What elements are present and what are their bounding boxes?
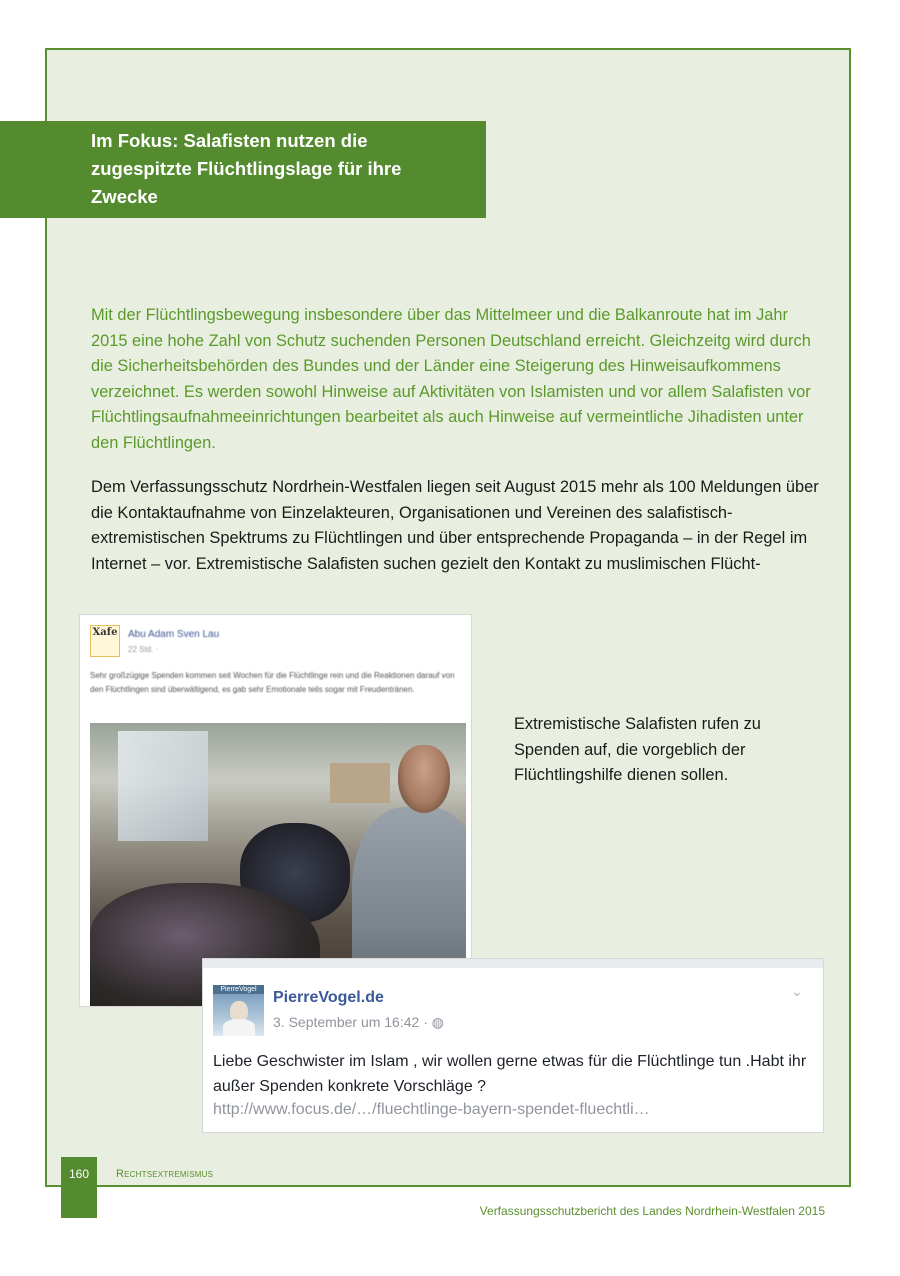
facebook-post-screenshot-lau [79,614,472,1007]
page-logo: Xafe [90,625,120,657]
intro-paragraph: Mit der Flüchtlingsbewegung insbesondere über das Mittelmeer und die Balkanroute hat im Jahr 2015 eine hohe Zahl von Schutz suchenden Personen Deutschland erreicht. Gleichzeitg wird durch die Sicherheitsbehörden des Bundes und der Länder eine Steigerung des Hinweisaufkommens verzeichnet. Es werden sowohl Hinweise auf Aktivitäten von Islamisten und vor allem Salafisten vor Flüchtlingsaufnahmeeinrichtungen bearbeitet als auch Hinweise auf vermeintliche Jihadisten unter den Flüchtlingen. [91,306,811,452]
report-title: Verfassungsschutzbericht des Landes Nordrhein-Westfalen 2015 [479,1204,825,1218]
post-text: Liebe Geschwister im Islam , wir wollen gerne etwas für die Flüchtlinge tun .Habt ihr außer Spenden konkrete Vorschläge ? [213,1053,807,1095]
focus-title: Im Fokus: Salafisten nutzen die zugespitzte Flüchtlingslage für ihre Zwecke [91,130,402,207]
avatar [213,985,264,1036]
page-number: 160 [68,1167,90,1181]
chevron-down-icon: ⌄ [791,983,803,999]
post-timestamp: 22 Std. · [128,645,159,654]
facebook-post-screenshot-vogel [202,958,824,1133]
photo-person-head [398,745,450,813]
post-author: PierreVogel.de [273,989,384,1006]
post-text: Sehr großzügige Spenden kommen seit Wochen für die Flüchtlinge rein und die Reaktionen darauf von den Flüchtlingen sind überwältigend, es gab sehr Emotionale teils sogar mit Freudentränen. [90,671,455,694]
avatar-body [223,1019,255,1036]
post-link: http://www.focus.de/…/fluechtlinge-bayern-spendet-fluechtli… [213,1101,650,1118]
post-author: Abu Adam Sven Lau [128,629,220,640]
image-caption: Extremistische Salafisten rufen zu Spenden auf, die vorgeblich der Flüchtlingshilfe dienen sollen. [514,715,761,784]
body-paragraph: Dem Verfassungsschutz Nordrhein-Westfalen liegen seit August 2015 mehr als 100 Meldungen über die Kontaktaufnahme von Einzelakteuren, Organisationen und Vereinen des salafistisch-extremistischen Spektrums zu Flüchtlingen und über entsprechende Propaganda – in der Regel im Internet – vor. Extremistische Salafisten suchen gezielt den Kontakt zu muslimischen Flücht- [91,478,819,573]
avatar-label: PierreVogel [213,985,264,994]
photo-box [330,763,390,803]
section-label: Rechtsextremismus [116,1168,214,1180]
photo-window [118,731,208,841]
post-timestamp: 3. September um 16:42 · ◍ [273,1014,444,1030]
post-topbar [203,959,823,968]
